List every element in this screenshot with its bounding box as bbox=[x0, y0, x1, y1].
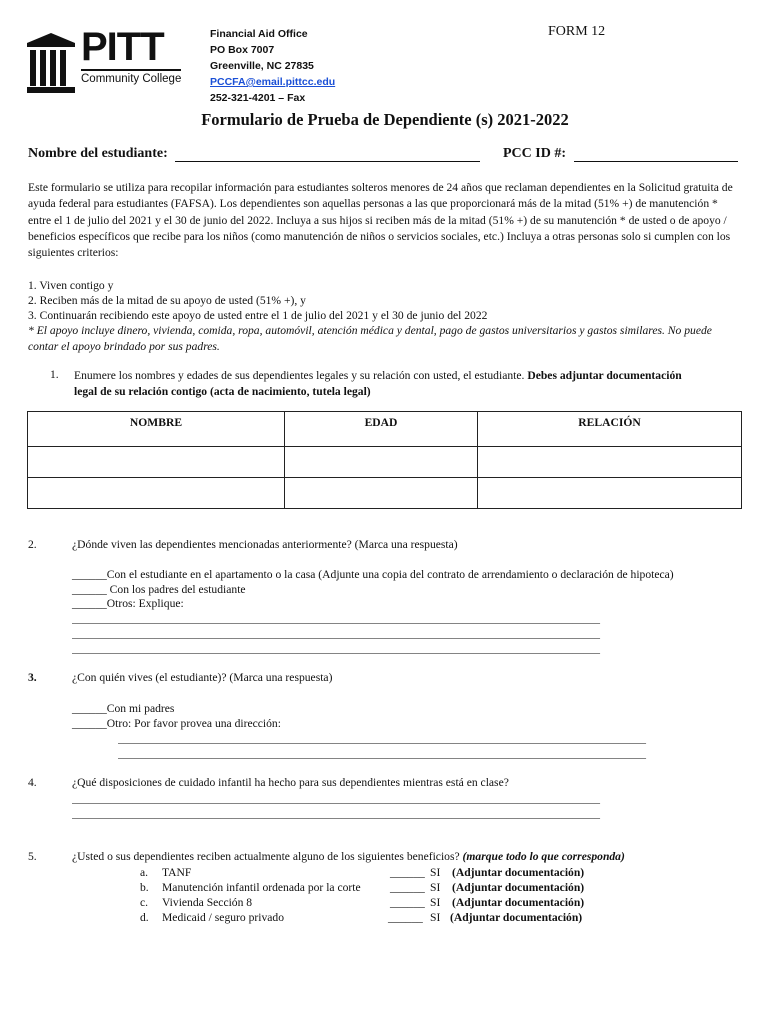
form-number: FORM 12 bbox=[548, 24, 606, 39]
q2-options bbox=[72, 568, 762, 612]
table-cell[interactable] bbox=[478, 447, 742, 478]
col-header-relacion: RELACIÓN bbox=[478, 412, 742, 447]
q3-number: 3. bbox=[28, 671, 37, 684]
benefit-si: SI bbox=[430, 881, 441, 894]
criteria-item: 2. Reciben más de la mitad de su apoyo de usted (51% +), y bbox=[28, 294, 306, 307]
benefit-blank[interactable]: ______ bbox=[390, 866, 425, 879]
q1-doc-note-cont: legal de su relación contigo (acta de nacimiento, tutela legal) bbox=[74, 385, 371, 398]
student-name-field[interactable] bbox=[175, 147, 480, 162]
q2-answer-line[interactable]: ________________________________________________________________________________________________ bbox=[72, 628, 600, 640]
col-header-nombre: NOMBRE bbox=[28, 412, 285, 447]
q2-number: 2. bbox=[28, 538, 37, 551]
logo-rule bbox=[81, 69, 181, 71]
benefit-row[interactable] bbox=[140, 895, 610, 910]
benefit-doc: (Adjuntar documentación) bbox=[452, 866, 585, 879]
office-line: PO Box 7007 bbox=[210, 44, 275, 56]
office-email-link[interactable]: PCCFA@email.pittcc.edu bbox=[210, 76, 336, 88]
criteria-list bbox=[28, 278, 743, 354]
criteria-item: 3. Continuarán recibiendo este apoyo de usted entre el 1 de julio del 2021 y el 30 de junio del 2022 bbox=[28, 309, 488, 322]
table-cell[interactable] bbox=[478, 478, 742, 509]
benefit-doc: (Adjuntar documentación) bbox=[450, 911, 583, 924]
pitt-logo bbox=[27, 25, 182, 93]
table-cell[interactable] bbox=[28, 478, 285, 509]
q3-answer-line[interactable]: ________________________________________________________________________________________________ bbox=[118, 733, 646, 745]
benefit-blank[interactable]: ______ bbox=[390, 896, 425, 909]
criteria-item: 1. Viven contigo y bbox=[28, 279, 114, 292]
benefit-letter: b. bbox=[140, 881, 149, 894]
q5-number: 5. bbox=[28, 850, 37, 863]
benefit-name: TANF bbox=[162, 866, 192, 879]
student-name-row bbox=[28, 146, 480, 162]
benefit-blank[interactable]: ______ bbox=[390, 881, 425, 894]
q4-answer-line[interactable]: ________________________________________________________________________________________________ bbox=[72, 808, 600, 820]
benefit-name: Manutención infantil ordenada por la corte bbox=[162, 881, 361, 894]
intro-paragraph: Este formulario se utiliza para recopilar información para estudiantes solteros menores de 24 años que reclaman dependientes en la Solicitud gratuita de ayuda federal para estudiantes (FAFSA). Los dependientes son aquellas personas a las que proporcionará más de la mitad (51% +) de manutención * entre el 1 de julio del 2021 y el 30 de junio del 2022. Incluya a sus hijos si reciben más de la mitad (51% +) de su manutención * de usted o de apoyo / beneficios específicos que recibe para los niños (como manutención de niños o servicios sociales, etc.) Incluya a otras personas solo si cumplen con los siguientes criterios: bbox=[28, 181, 733, 260]
q2-text: ¿Dónde viven las dependientes mencionadas anteriormente? (Marca una respuesta) bbox=[72, 538, 458, 551]
q3-options bbox=[72, 701, 281, 731]
benefit-si: SI bbox=[430, 896, 441, 909]
col-header-edad: EDAD bbox=[285, 412, 478, 447]
q2-option-parents[interactable]: ______ Con los padres del estudiante bbox=[72, 582, 246, 596]
q2-option-with-student[interactable]: ______Con el estudiante en el apartamento o la casa (Adjunte una copia del contrato de arrendamiento o declaración de hipoteca) bbox=[72, 568, 674, 581]
q2-answer-line[interactable]: ________________________________________________________________________________________________ bbox=[72, 643, 600, 655]
table-header-row bbox=[28, 412, 742, 447]
dependents-table bbox=[27, 411, 742, 509]
office-line: Financial Aid Office bbox=[210, 28, 308, 40]
q4-text: ¿Qué disposiciones de cuidado infantil ha hecho para sus dependientes mientras está en clase? bbox=[72, 776, 509, 789]
pcc-id-label: PCC ID #: bbox=[503, 146, 566, 161]
table-cell[interactable] bbox=[28, 447, 285, 478]
q5-note: (marque todo lo que corresponda) bbox=[462, 850, 625, 863]
table-cell[interactable] bbox=[285, 447, 478, 478]
benefit-row[interactable] bbox=[140, 880, 610, 895]
table-row bbox=[28, 478, 742, 509]
office-phone: 252-321-4201 – Fax bbox=[210, 92, 306, 104]
q4-answer-line[interactable]: ________________________________________________________________________________________________ bbox=[72, 793, 600, 805]
pcc-id-field[interactable] bbox=[574, 147, 738, 162]
office-address bbox=[210, 26, 335, 106]
q2-option-other[interactable]: ______Otros: Explique: bbox=[72, 597, 184, 610]
q3-option-other[interactable]: ______Otro: Por favor provea una dirección: bbox=[72, 717, 281, 730]
benefits-list bbox=[140, 865, 610, 925]
q5-text bbox=[72, 850, 625, 863]
benefit-letter: d. bbox=[140, 911, 149, 924]
logo-wordmark: PITT bbox=[81, 25, 164, 69]
benefit-row[interactable] bbox=[140, 910, 610, 925]
table-row bbox=[28, 447, 742, 478]
q1-text bbox=[74, 368, 744, 400]
table-cell[interactable] bbox=[285, 478, 478, 509]
benefit-name: Vivienda Sección 8 bbox=[162, 896, 253, 909]
q5-prompt: ¿Usted o sus dependientes reciben actualmente alguno de los siguientes beneficios? bbox=[72, 850, 460, 863]
benefit-name: Medicaid / seguro privado bbox=[162, 911, 285, 924]
q4-number: 4. bbox=[28, 776, 37, 789]
q1-doc-note: Debes adjuntar documentación bbox=[527, 369, 682, 382]
q3-answer-line[interactable]: ________________________________________________________________________________________________ bbox=[118, 748, 646, 760]
q2-answer-line[interactable]: ________________________________________________________________________________________________ bbox=[72, 613, 600, 625]
benefit-row[interactable] bbox=[140, 865, 610, 880]
benefit-doc: (Adjuntar documentación) bbox=[452, 881, 585, 894]
support-note: * El apoyo incluye dinero, vivienda, comida, ropa, automóvil, atención médica y dental, pago de gastos universitarios y gastos similares. No puede contar el apoyo brindado por sus padres. bbox=[28, 324, 712, 353]
benefit-letter: c. bbox=[140, 896, 149, 909]
benefit-si: SI bbox=[430, 866, 441, 879]
q3-option-parents[interactable]: ______Con mi padres bbox=[72, 702, 175, 715]
page-title: Formulario de Prueba de Dependiente (s) 2021-2022 bbox=[201, 110, 569, 129]
q1-number: 1. bbox=[50, 368, 59, 381]
benefit-doc: (Adjuntar documentación) bbox=[452, 896, 585, 909]
benefit-blank[interactable]: ______ bbox=[388, 911, 423, 924]
office-line: Greenville, NC 27835 bbox=[210, 60, 314, 72]
student-name-label: Nombre del estudiante: bbox=[28, 146, 168, 161]
benefit-si: SI bbox=[430, 911, 441, 924]
q3-text: ¿Con quién vives (el estudiante)? (Marca una respuesta) bbox=[72, 671, 333, 684]
logo-subtitle: Community College bbox=[81, 73, 182, 85]
pcc-id-row bbox=[503, 146, 738, 162]
benefit-letter: a. bbox=[140, 866, 149, 879]
q1-prompt: Enumere los nombres y edades de sus dependientes legales y su relación con usted, el estudiante. bbox=[74, 369, 525, 382]
